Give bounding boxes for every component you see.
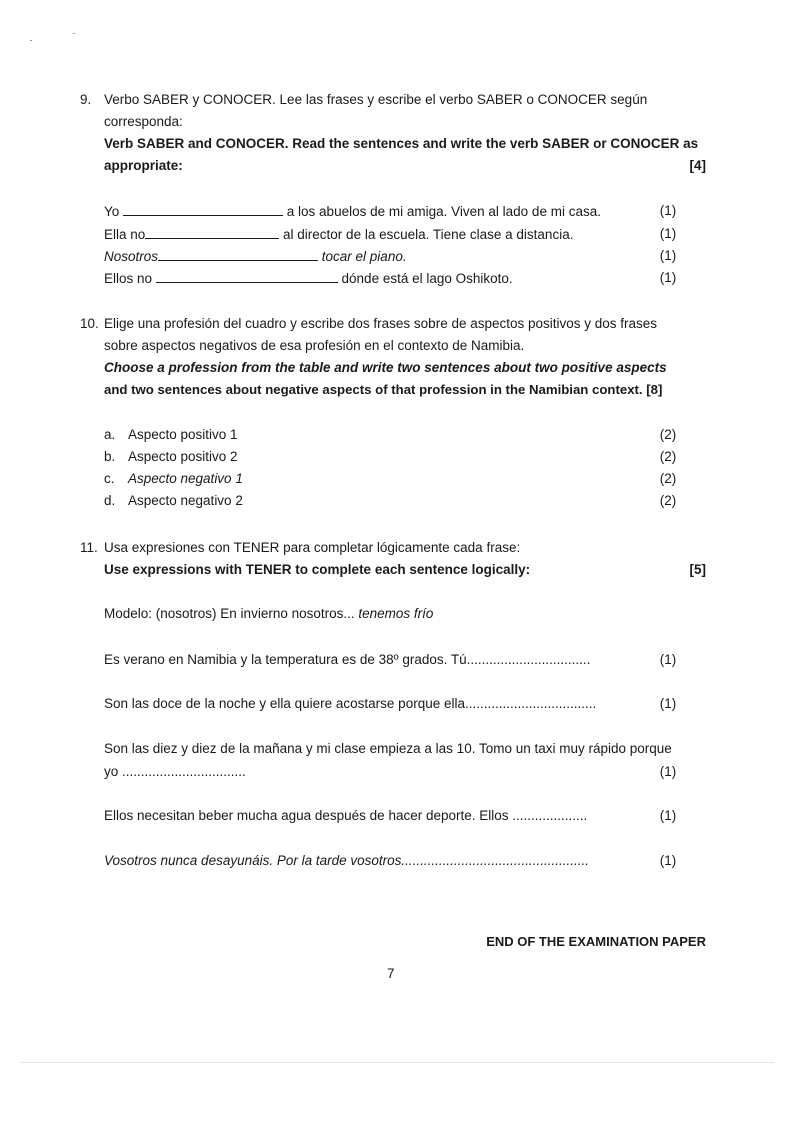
q9-spanish-line-1: Verbo SABER y CONOCER. Lee las frases y escribe el verbo SABER o CONOCER según (104, 92, 648, 107)
q9-item-1-blank[interactable] (123, 203, 283, 216)
q11-item-4-text[interactable]: Ellos necesitan beber mucha agua después de hacer deporte. Ellos .................... (104, 808, 588, 823)
q10-item-a-mark: (2) (659, 427, 677, 442)
q11-item-5-mark: (1) (659, 853, 677, 868)
q9-item-3-before: Nosotros (104, 249, 159, 264)
q11-total-marks: [5] (689, 562, 706, 577)
q11-model-prefix: Modelo: (nosotros) En invierno nosotros... (104, 606, 359, 621)
q11-item-3-text-2[interactable]: yo ................................. (104, 764, 246, 779)
q11-item-5-text[interactable]: Vosotros nunca desayunáis. Por la tarde vosotros.................................................. (104, 853, 589, 868)
q10-item-b-mark: (2) (659, 449, 677, 464)
q10-english-line-1: Choose a profession from the table and write two sentences about two positive aspects (104, 360, 667, 375)
q9-item-3-blank[interactable] (158, 248, 318, 261)
q9-number: 9. (80, 92, 92, 107)
q9-english-line-2: appropriate: (104, 158, 183, 173)
q11-model-answer: tenemos frío (358, 606, 434, 621)
q10-spanish-line-1: Elige una profesión del cuadro y escribe dos frases sobre de aspectos positivos y dos frases (104, 316, 658, 331)
q9-item-3-after: tocar el piano. (318, 249, 407, 264)
q9-item-2-blank[interactable] (145, 226, 279, 239)
q11-model (104, 606, 433, 621)
q9-item-2 (104, 226, 573, 242)
q9-item-4-before: Ellos no (104, 271, 156, 286)
q9-item-2-mark: (1) (659, 226, 677, 241)
q9-item-1 (104, 203, 601, 219)
scan-speck (30, 40, 32, 41)
q11-spanish-line: Usa expresiones con TENER para completar lógicamente cada frase: (104, 540, 521, 555)
q10-item-a-letter: a. (104, 427, 116, 442)
page-number: 7 (387, 966, 395, 981)
q10-item-c-mark: (2) (659, 471, 677, 486)
scan-edge-line (20, 1062, 774, 1063)
q9-english-line-1: Verb SABER and CONOCER. Read the sentences and write the verb SABER or CONOCER as (104, 136, 699, 151)
q9-item-3-mark: (1) (659, 248, 677, 263)
q10-item-b-text: Aspecto positivo 2 (128, 449, 238, 464)
q10-item-b-letter: b. (104, 449, 116, 464)
q9-item-4-after: dónde está el lago Oshikoto. (337, 271, 513, 286)
q9-item-4-mark: (1) (659, 270, 677, 285)
q11-item-2-text[interactable]: Son las doce de la noche y ella quiere acostarse porque ella................................... (104, 696, 597, 711)
q9-item-1-after: a los abuelos de mi amiga. Viven al lado de mi casa. (283, 204, 601, 219)
q9-total-marks: [4] (689, 158, 706, 173)
q10-spanish-line-2: sobre aspectos negativos de esa profesión en el contexto de Namibia. (104, 338, 525, 353)
q9-item-3 (104, 248, 407, 264)
scan-speck (73, 33, 75, 34)
q10-item-d-letter: d. (104, 493, 116, 508)
q11-item-4-mark: (1) (659, 808, 677, 823)
q9-item-4-blank[interactable] (156, 270, 338, 283)
q10-english-line-2: and two sentences about negative aspects of that profession in the Namibian context. [8] (104, 382, 663, 397)
q10-item-c-text: Aspecto negativo 1 (128, 471, 243, 486)
q11-item-3-text: Son las diez y diez de la mañana y mi clase empieza a las 10. Tomo un taxi muy rápido porque (104, 741, 672, 756)
q10-item-a-text: Aspecto positivo 1 (128, 427, 238, 442)
q11-item-2-mark: (1) (659, 696, 677, 711)
q10-number: 10. (80, 316, 99, 331)
q9-spanish-line-2: corresponda: (104, 114, 183, 129)
q11-item-1-text[interactable]: Es verano en Namibia y la temperatura es de 38º grados. Tú................................. (104, 652, 591, 667)
q9-item-4 (104, 270, 513, 286)
q11-item-1-mark: (1) (659, 652, 677, 667)
q9-item-1-mark: (1) (659, 203, 677, 218)
q9-item-2-before: Ella no (104, 227, 146, 242)
q11-english-line: Use expressions with TENER to complete each sentence logically: (104, 562, 531, 577)
q11-item-3-mark: (1) (659, 764, 677, 779)
end-of-paper-text: END OF THE EXAMINATION PAPER (486, 934, 706, 949)
q10-item-d-text: Aspecto negativo 2 (128, 493, 243, 508)
q10-item-c-letter: c. (104, 471, 115, 486)
q11-number: 11. (80, 540, 98, 555)
q10-item-d-mark: (2) (659, 493, 677, 508)
q9-item-2-after: al director de la escuela. Tiene clase a distancia. (279, 227, 574, 242)
q9-item-1-before: Yo (104, 204, 124, 219)
